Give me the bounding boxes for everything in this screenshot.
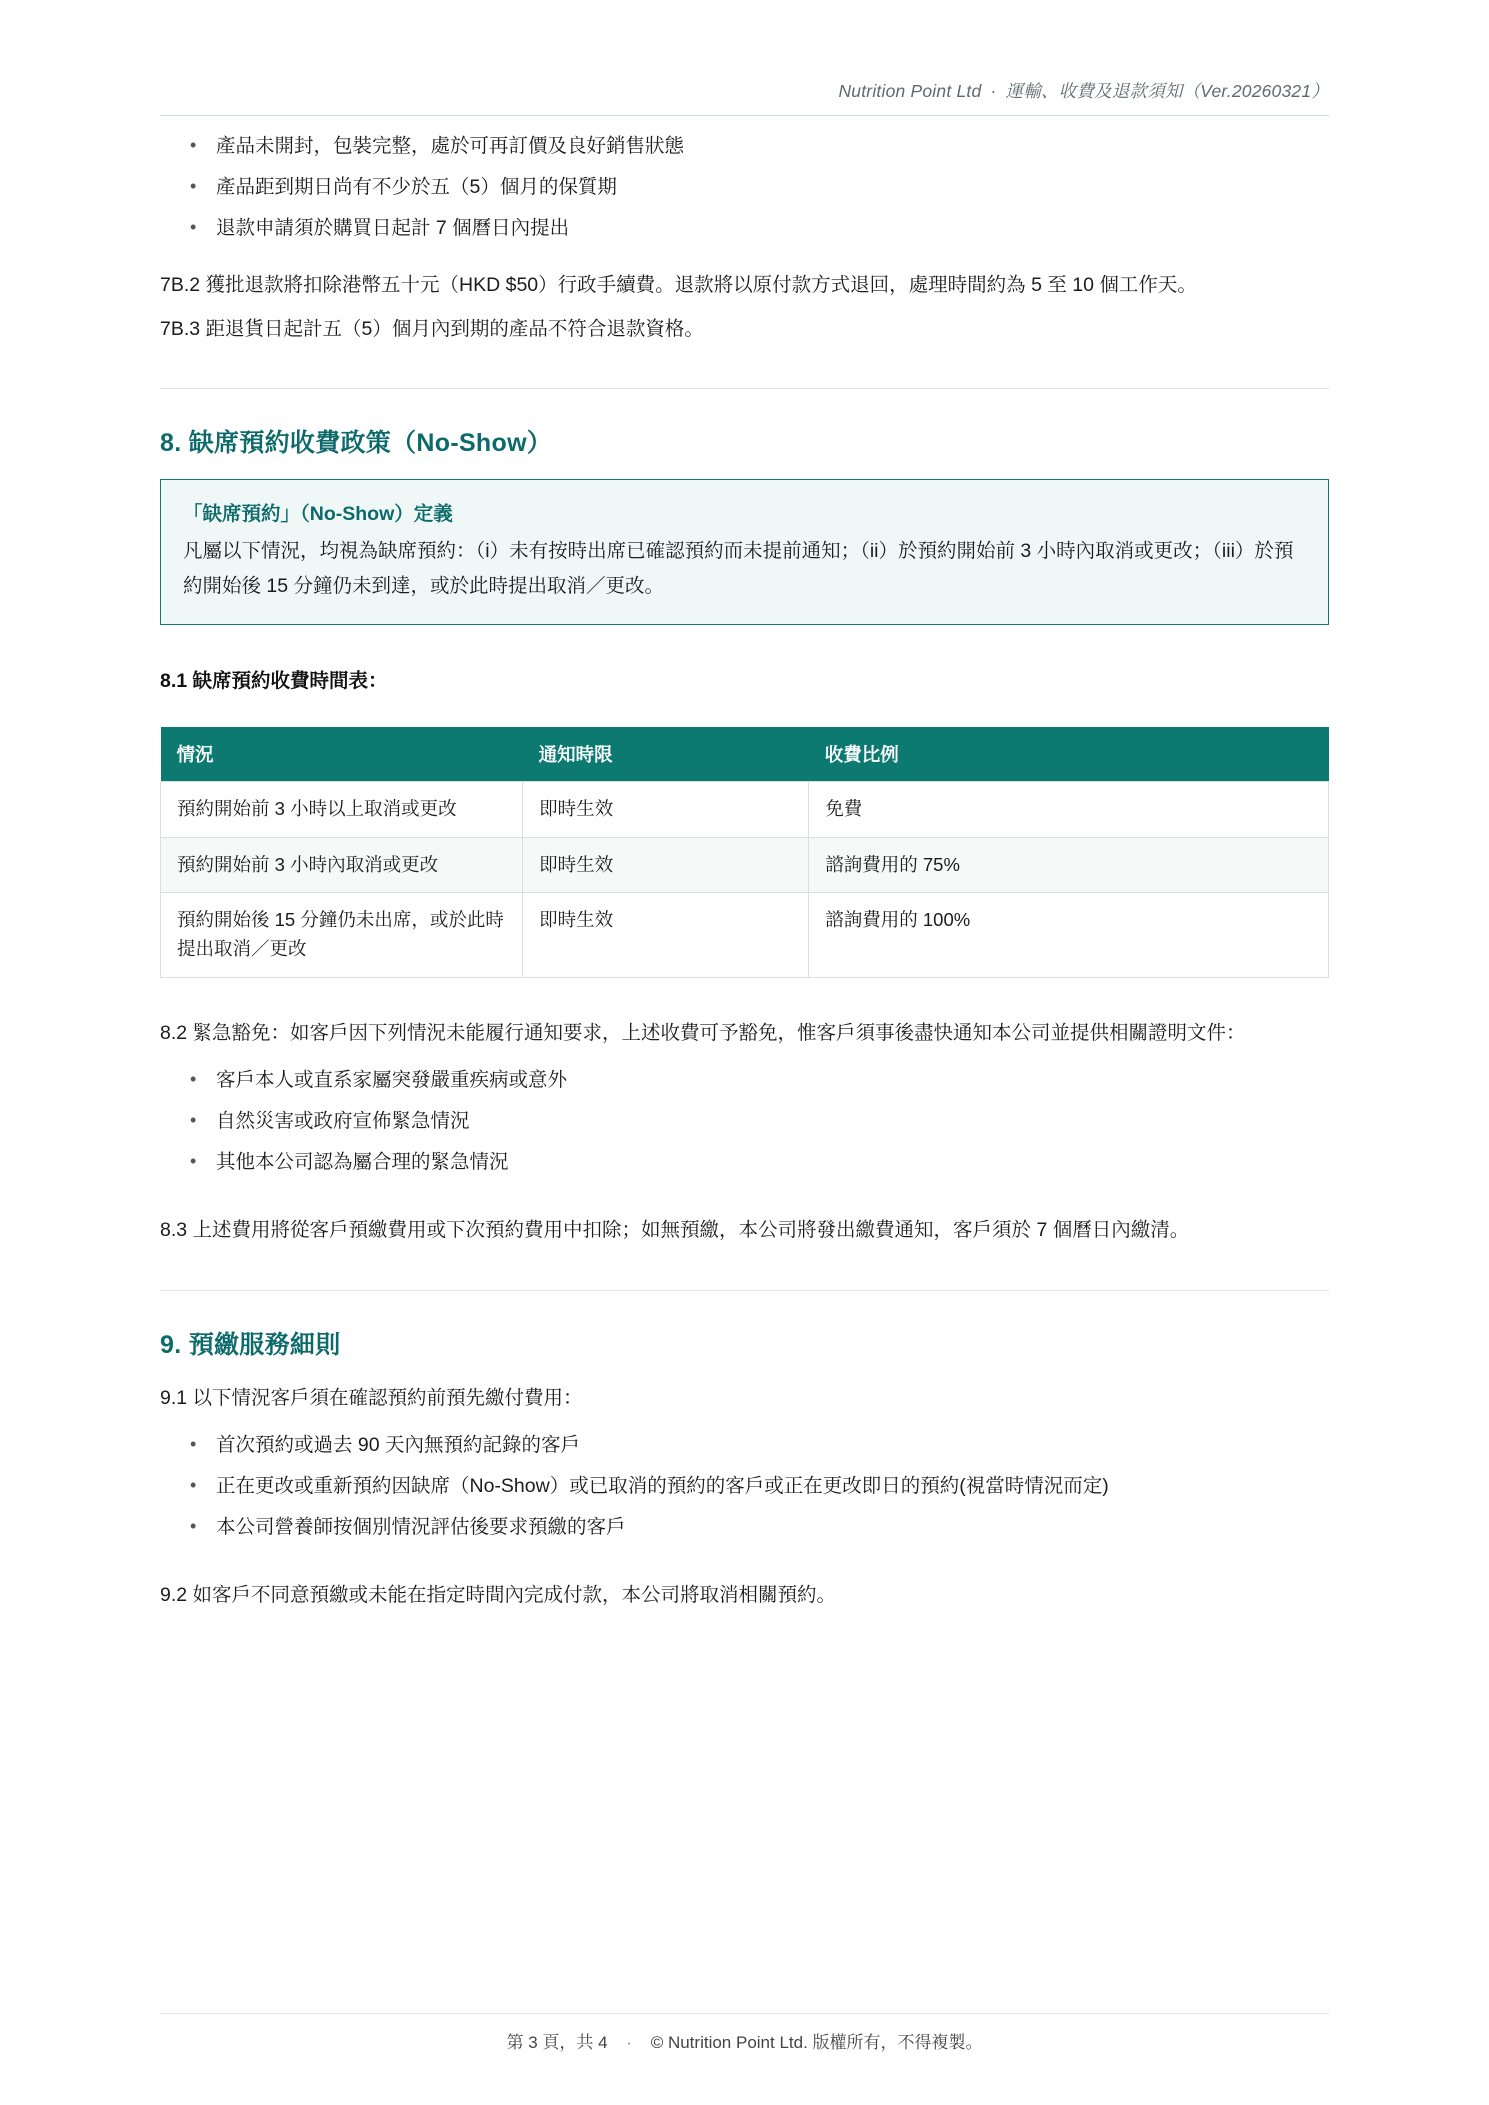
callout-body: 凡屬以下情況，均視為缺席預約：（i）未有按時出席已確認預約而未提前通知；（ii）於預約開始前 3 小時內取消或更改；（iii）於預約開始後 15 分鐘仍未到達，或於此時提出取消／更改。 [183,539,1294,597]
clause-7b2: 7B.2 獲批退款將扣除港幣五十元（HKD $50）行政手續費。退款將以原付款方式退回，處理時間約為 5 至 10 個工作天。 [160,273,1197,296]
cell-fee: 諮詢費用的 75% [809,837,1329,893]
list-item: • 其他本公司認為屬合理的緊急情況 [160,1142,1329,1183]
section-title-9: 9. 預繳服務細則 [160,1330,341,1359]
no-show-fee-table [160,727,1329,978]
cell-notice: 即時生效 [523,837,809,893]
header-separator: · [990,81,997,101]
clause-8-3: 8.3 上述費用將從客戶預繳費用或下次預約費用中扣除；如無預繳，本公司將發出繳費通知，客戶須於 7 個曆日內繳清。 [160,1219,1190,1242]
header-doc-title: 運輸、收費及退款須知（Ver.20260321） [1005,81,1329,101]
section-divider [160,388,1329,389]
clause-9-2: 9.2 如客戶不同意預繳或未能在指定時間內完成付款，本公司將取消相關預約。 [160,1584,837,1607]
cell-situation: 預約開始前 3 小時內取消或更改 [161,837,523,893]
clause-9-1-bullets [160,1425,1329,1549]
clause-8-2-intro: 8.2 緊急豁免：如客戶因下列情況未能履行通知要求，上述收費可予豁免，惟客戶須事後盡快通知本公司並提供相關證明文件： [160,1021,1246,1044]
column-header-fee: 收費比例 [809,727,1329,782]
column-header-notice: 通知時限 [523,727,809,782]
list-item: • 客戶本人或直系家屬突發嚴重疾病或意外 [160,1060,1329,1101]
list-item: • 自然災害或政府宣佈緊急情況 [160,1101,1329,1142]
list-item: • 正在更改或重新預約因缺席（No-Show）或已取消的預約的客戶或正在更改即日的預約(視當時情況而定) [160,1466,1329,1507]
section-title-8: 8. 缺席預約收費政策（No-Show） [160,428,553,457]
footer-page-number: 第 3 頁，共 4 [506,2033,608,2052]
cell-notice: 即時生效 [523,893,809,977]
cell-situation: 預約開始前 3 小時以上取消或更改 [161,782,523,838]
section-divider-2 [160,1290,1329,1291]
footer-copyright: © Nutrition Point Ltd. 版權所有，不得複製。 [650,2033,983,2052]
cell-notice: 即時生效 [523,782,809,838]
no-show-definition-callout [160,479,1329,625]
page-header [160,78,1329,116]
subsection-title-8-1: 8.1 缺席預約收費時間表： [160,670,388,692]
table-header-row [161,727,1329,782]
list-item: • 首次預約或過去 90 天內無預約記錄的客戶 [160,1425,1329,1466]
table-row [161,837,1329,893]
top-bullet-list [160,126,1329,250]
clause-9-1-intro: 9.1 以下情況客戶須在確認預約前預先繳付費用： [160,1386,583,1409]
column-header-situation: 情況 [161,727,523,782]
list-item: • 產品距到期日尚有不少於五（5）個月的保質期 [160,167,1329,208]
clause-8-2-bullets [160,1060,1329,1184]
cell-fee: 免費 [809,782,1329,838]
callout-title: 「缺席預約」（No-Show）定義 [183,502,453,525]
cell-situation: 預約開始後 15 分鐘仍未出席，或於此時提出取消／更改 [161,893,523,977]
table-row [161,782,1329,838]
clause-7b3: 7B.3 距退貨日起計五（5）個月內到期的產品不符合退款資格。 [160,317,704,340]
table-row [161,893,1329,977]
header-company: Nutrition Point Ltd [838,81,982,101]
page-footer [160,2013,1329,2053]
list-item: • 退款申請須於購買日起計 7 個曆日內提出 [160,208,1329,249]
footer-separator: · [626,2033,632,2052]
cell-fee: 諮詢費用的 100% [809,893,1329,977]
list-item: • 本公司營養師按個別情況評估後要求預繳的客戶 [160,1507,1329,1548]
list-item: • 產品未開封，包裝完整，處於可再訂價及良好銷售狀態 [160,126,1329,167]
